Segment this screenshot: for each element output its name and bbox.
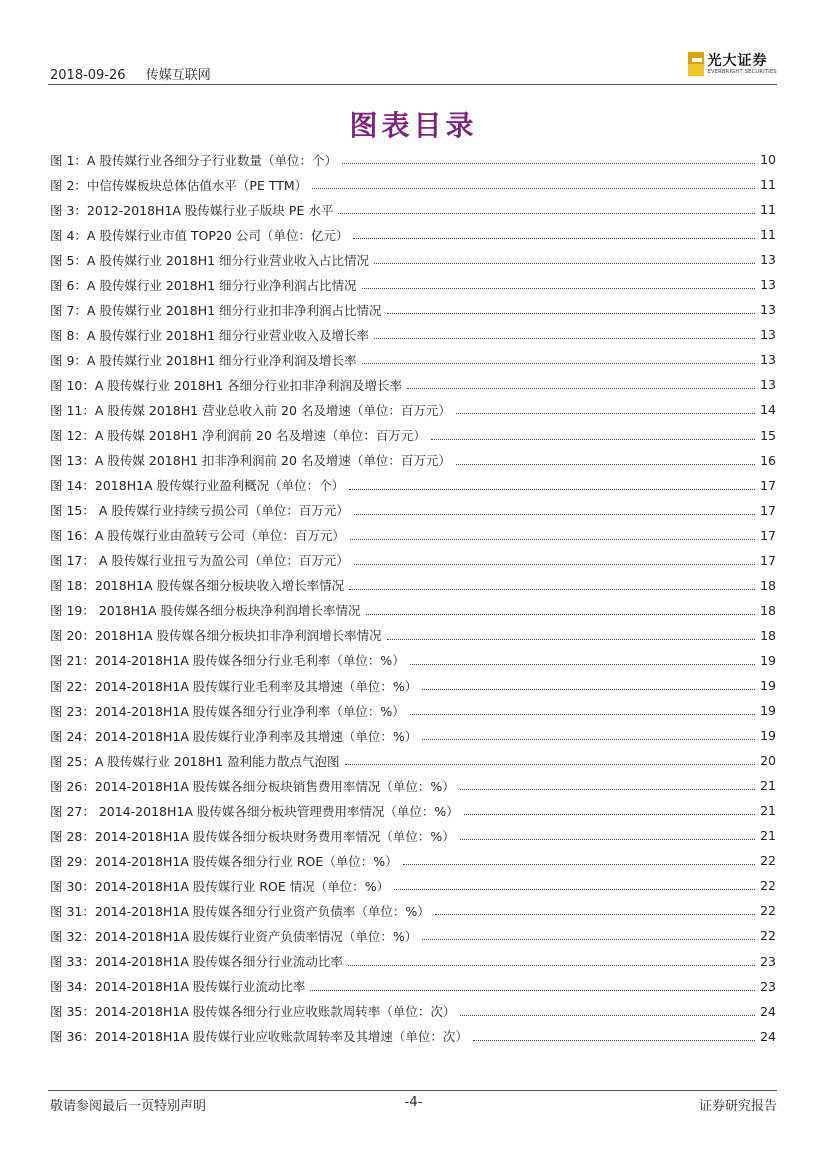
toc-entry-label[interactable]: 图 5：A 股传媒行业 2018H1 细分行业营业收入占比情况: [50, 252, 370, 268]
toc-entry-page[interactable]: 23: [760, 953, 776, 969]
toc-entry-page[interactable]: 13: [760, 277, 776, 293]
toc-leader-dots: [473, 1040, 755, 1041]
toc-entry-page[interactable]: 24: [760, 1003, 776, 1019]
toc-entry-label[interactable]: 图 20：2018H1A 股传媒各细分板块扣非净利润增长率情况: [50, 628, 382, 644]
brand-name-en: EVERBRIGHT SECURITIES: [707, 68, 777, 75]
toc-entry-label[interactable]: 图 8：A 股传媒行业 2018H1 细分行业营业收入及增长率: [50, 327, 370, 343]
toc-entry-label[interactable]: 图 10：A 股传媒行业 2018H1 各细分行业扣非净利润及增长率: [50, 377, 403, 393]
toc-leader-dots: [422, 739, 755, 740]
toc-entry[interactable]: [50, 573, 776, 598]
toc-entry-page[interactable]: 17: [760, 527, 776, 543]
toc-leader-dots: [460, 1015, 755, 1016]
toc-entry-page[interactable]: 17: [760, 477, 776, 493]
toc-entry[interactable]: [50, 898, 776, 923]
toc-leader-dots: [353, 238, 755, 239]
toc-entry[interactable]: [50, 473, 776, 498]
toc-entry-label[interactable]: 图 31：2014-2018H1A 股传媒各细分行业资产负债率（单位：%）: [50, 903, 430, 919]
toc-entry-page[interactable]: 17: [760, 502, 776, 518]
toc-entry-page[interactable]: 22: [760, 928, 776, 944]
toc-entry-page[interactable]: 15: [760, 427, 776, 443]
report-date: 2018-09-26: [50, 68, 126, 83]
brand-logo: [688, 52, 777, 76]
toc-entry-page[interactable]: 13: [760, 352, 776, 368]
toc-leader-dots: [403, 864, 755, 865]
footer-report-type: 证券研究报告: [698, 1099, 777, 1114]
page-header: [50, 64, 211, 83]
toc-entry-page[interactable]: 20: [760, 753, 776, 769]
toc-entry-page[interactable]: 10: [760, 152, 776, 168]
toc-entry-page[interactable]: 21: [760, 778, 776, 794]
toc-leader-dots: [350, 539, 755, 540]
toc-entry-page[interactable]: 19: [760, 678, 776, 693]
toc-entry-page[interactable]: 13: [760, 377, 776, 393]
toc-entry-page[interactable]: 21: [760, 803, 776, 819]
header-divider: [48, 84, 777, 85]
toc-leader-dots: [422, 689, 755, 690]
toc-entry-label[interactable]: 图 21：2014-2018H1A 股传媒各细分行业毛利率（单位：%）: [50, 653, 405, 669]
toc-entry-page[interactable]: 18: [760, 602, 776, 618]
toc-entry-label[interactable]: 图 19： 2018H1A 股传媒各细分板块净利润增长率情况: [50, 603, 361, 619]
toc-leader-dots: [354, 564, 755, 565]
toc-leader-dots: [362, 363, 756, 364]
toc-entry-page[interactable]: 13: [760, 252, 776, 268]
toc-entry-label[interactable]: 图 18：2018H1A 股传媒各细分板块收入增长率情况: [50, 578, 345, 594]
toc-leader-dots: [338, 213, 755, 214]
brand-logo-icon: [688, 52, 704, 76]
toc-entry[interactable]: [50, 498, 776, 523]
toc-entry-page[interactable]: 22: [760, 903, 776, 919]
toc-entry[interactable]: [50, 748, 776, 773]
toc-leader-dots: [354, 514, 755, 515]
toc-entry-label[interactable]: 图 13：A 股传媒 2018H1 扣非净利润前 20 名及增速（单位：百万元）: [50, 453, 451, 469]
toc-entry-label[interactable]: 图 9：A 股传媒行业 2018H1 细分行业净利润及增长率: [50, 352, 357, 368]
toc-entry[interactable]: [50, 673, 776, 698]
toc-entry-page[interactable]: 13: [760, 327, 776, 343]
toc-leader-dots: [464, 814, 755, 815]
toc-leader-dots: [366, 614, 756, 615]
toc-entry[interactable]: [50, 698, 776, 723]
toc-entry-label[interactable]: 图 26：2014-2018H1A 股传媒各细分板块销售费用率情况（单位：%）: [50, 778, 455, 794]
toc-leader-dots: [345, 764, 756, 765]
report-section: 传媒互联网: [145, 68, 211, 83]
toc-leader-dots: [342, 163, 755, 164]
toc-entry-page[interactable]: 19: [760, 652, 776, 668]
footer-disclaimer: 敬请参阅最后一页特别声明: [50, 1099, 207, 1114]
toc-leader-dots: [394, 889, 755, 890]
toc-entry[interactable]: [50, 322, 776, 347]
toc-entry-page[interactable]: 17: [760, 552, 776, 568]
toc-entry-label[interactable]: 图 25：A 股传媒行业 2018H1 盈利能力散点气泡图: [50, 753, 340, 769]
toc-entry-label[interactable]: 图 30：2014-2018H1A 股传媒行业 ROE 情况（单位：%）: [50, 878, 390, 894]
toc-leader-dots: [387, 313, 756, 314]
toc-entry-label[interactable]: 图 14：2018H1A 股传媒行业盈利概况（单位：个）: [50, 478, 345, 494]
toc-leader-dots: [374, 263, 755, 264]
toc-entry-label[interactable]: 图 27： 2014-2018H1A 股传媒各细分板块管理费用率情况（单位：%）: [50, 803, 459, 819]
toc-entry[interactable]: [50, 372, 776, 397]
toc-entry[interactable]: [50, 523, 776, 548]
page-number: -4-: [404, 1095, 423, 1110]
toc-leader-dots: [422, 939, 755, 940]
toc-leader-dots: [456, 464, 755, 465]
toc-leader-dots: [387, 639, 756, 640]
toc-entry[interactable]: [50, 448, 776, 473]
toc-leader-dots: [410, 664, 755, 665]
toc-entry-page[interactable]: 18: [760, 577, 776, 593]
toc-leader-dots: [312, 188, 755, 189]
toc-leader-dots: [349, 589, 755, 590]
toc-entry-label[interactable]: 图 29：2014-2018H1A 股传媒各细分行业 ROE（单位：%）: [50, 853, 398, 869]
toc-entry[interactable]: [50, 999, 776, 1024]
toc-entry[interactable]: [50, 974, 776, 999]
toc-entry-page[interactable]: 24: [760, 1028, 776, 1044]
toc-leader-dots: [435, 914, 755, 915]
toc-leader-dots: [362, 288, 756, 289]
toc-entry-page[interactable]: 11: [760, 227, 776, 243]
toc-entry[interactable]: [50, 172, 776, 197]
toc-entry[interactable]: [50, 222, 776, 247]
toc-leader-dots: [460, 839, 755, 840]
toc-entry-label[interactable]: 图 16：A 股传媒行业由盈转亏公司（单位：百万元）: [50, 528, 345, 544]
toc-entry[interactable]: [50, 147, 776, 172]
toc-entry-page[interactable]: 18: [760, 627, 776, 643]
toc-entry-page[interactable]: 11: [760, 202, 776, 218]
toc-entry-label[interactable]: 图 28：2014-2018H1A 股传媒各细分板块财务费用率情况（单位：%）: [50, 828, 455, 844]
toc-entry[interactable]: [50, 873, 776, 898]
toc-entry-label[interactable]: 图 6：A 股传媒行业 2018H1 细分行业净利润占比情况: [50, 277, 357, 293]
toc-entry-label[interactable]: 图 11：A 股传媒 2018H1 营业总收入前 20 名及增速（单位：百万元）: [50, 402, 451, 418]
toc-entry[interactable]: [50, 823, 776, 848]
toc-entry[interactable]: [50, 798, 776, 823]
toc-entry-label[interactable]: 图 1：A 股传媒行业各细分子行业数量（单位：个）: [50, 152, 337, 168]
brand-name-cn: 光大证券: [707, 52, 768, 69]
toc-entry-page[interactable]: 16: [760, 452, 776, 468]
page-title: 图表目录: [349, 109, 478, 142]
toc-entry[interactable]: [50, 773, 776, 798]
toc-entry-page[interactable]: 22: [760, 853, 776, 869]
toc-leader-dots: [310, 990, 755, 991]
toc-leader-dots: [456, 413, 755, 414]
toc-entry-label[interactable]: 图 36：2014-2018H1A 股传媒行业应收账款周转率及其增速（单位：次）: [50, 1029, 468, 1045]
toc-entry-page[interactable]: 13: [760, 302, 776, 318]
toc-entry-label[interactable]: 图 24：2014-2018H1A 股传媒行业净利率及其增速（单位：%）: [50, 728, 418, 744]
toc-leader-dots: [460, 789, 755, 790]
toc-entry-label[interactable]: 图 7：A 股传媒行业 2018H1 细分行业扣非净利润占比情况: [50, 302, 382, 318]
toc-leader-dots: [374, 338, 755, 339]
toc-entry-label[interactable]: 图 32：2014-2018H1A 股传媒行业资产负债率情况（单位：%）: [50, 928, 418, 944]
toc-entry[interactable]: [50, 848, 776, 873]
toc-entry[interactable]: [50, 648, 776, 673]
toc-entry[interactable]: [50, 598, 776, 623]
toc-leader-dots: [407, 388, 755, 389]
toc-entry[interactable]: [50, 197, 776, 222]
toc-entry-label[interactable]: 图 35：2014-2018H1A 股传媒各细分行业应收账款周转率（单位：次）: [50, 1004, 456, 1020]
toc-leader-dots: [431, 439, 755, 440]
toc-entry-page[interactable]: 19: [760, 728, 776, 744]
toc-leader-dots: [348, 965, 755, 966]
toc-entry[interactable]: [50, 397, 776, 422]
toc-entry[interactable]: [50, 923, 776, 948]
toc-entry[interactable]: [50, 949, 776, 974]
toc-entry-label[interactable]: 图 3：2012-2018H1A 股传媒行业子版块 PE 水平: [50, 202, 334, 218]
toc-entry-label[interactable]: 图 12：A 股传媒 2018H1 净利润前 20 名及增速（单位：百万元）: [50, 428, 426, 444]
toc-entry[interactable]: [50, 247, 776, 272]
toc-entry-label[interactable]: 图 4：A 股传媒行业市值 TOP20 公司（单位：亿元）: [50, 227, 349, 243]
toc-entry[interactable]: [50, 423, 776, 448]
toc-entry-label[interactable]: 图 23：2014-2018H1A 股传媒各细分行业净利率（单位：%）: [50, 703, 405, 719]
toc-entry[interactable]: [50, 347, 776, 372]
toc-entry-page[interactable]: 21: [760, 828, 776, 844]
toc-entry-label[interactable]: 图 15： A 股传媒行业持续亏损公司（单位：百万元）: [50, 503, 349, 519]
toc-entry-page[interactable]: 11: [760, 177, 776, 193]
table-of-figures: [50, 147, 776, 1049]
toc-entry[interactable]: [50, 623, 776, 648]
footer-divider: [48, 1090, 777, 1091]
toc-entry-label[interactable]: 图 2：中信传媒板块总体估值水平（PE TTM）: [50, 177, 308, 193]
toc-entry[interactable]: [50, 723, 776, 748]
toc-leader-dots: [349, 489, 755, 490]
toc-entry-page[interactable]: 19: [760, 703, 776, 719]
toc-entry-page[interactable]: 23: [760, 978, 776, 994]
toc-entry-page[interactable]: 14: [760, 402, 776, 418]
toc-entry-page[interactable]: 22: [760, 878, 776, 894]
toc-entry[interactable]: [50, 297, 776, 322]
toc-entry-label[interactable]: 图 33：2014-2018H1A 股传媒各细分行业流动比率: [50, 954, 343, 970]
toc-entry-label[interactable]: 图 22：2014-2018H1A 股传媒行业毛利率及其增速（单位：%）: [50, 678, 418, 694]
toc-entry[interactable]: [50, 272, 776, 297]
toc-entry-label[interactable]: 图 17： A 股传媒行业扭亏为盈公司（单位：百万元）: [50, 553, 349, 569]
toc-entry[interactable]: [50, 1024, 776, 1049]
toc-leader-dots: [410, 714, 755, 715]
toc-entry[interactable]: [50, 548, 776, 573]
toc-entry-label[interactable]: 图 34：2014-2018H1A 股传媒行业流动比率: [50, 979, 306, 995]
